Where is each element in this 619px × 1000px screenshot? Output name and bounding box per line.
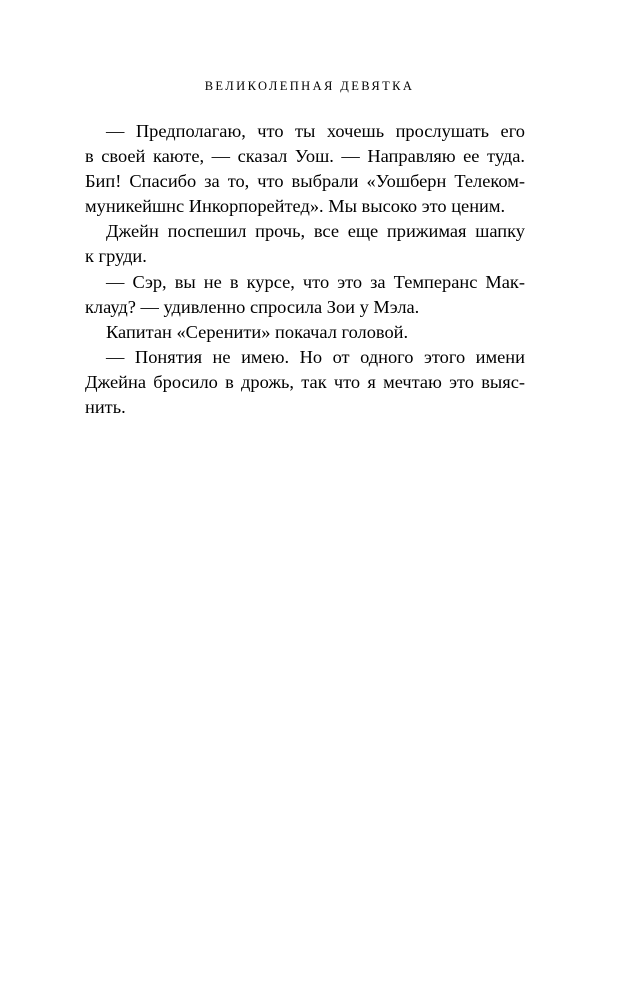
text-line: Капитан «Серенити» покачал головой. bbox=[106, 321, 409, 342]
text-line: к груди. bbox=[85, 246, 147, 267]
text-line: — Понятия не имею. Но от одного этого имени bbox=[106, 346, 525, 367]
text-line: нить. bbox=[85, 397, 126, 418]
text-line: клауд? — удивленно спросила Зои у Мэла. bbox=[85, 296, 420, 317]
running-head: ВЕЛИКОЛЕПНАЯ ДЕВЯТКА bbox=[204, 79, 415, 93]
paragraph bbox=[85, 119, 525, 219]
text-line: в своей каюте, — сказал Уош. — Направляю ее туда. bbox=[85, 146, 525, 167]
text-line: — Сэр, вы не в курсе, что это за Темперанс Мак- bbox=[106, 271, 525, 292]
text-line: — Предполагаю, что ты хочешь прослушать его bbox=[106, 121, 525, 141]
text-line: Джейн поспешил прочь, все еще прижимая шапку bbox=[106, 221, 525, 242]
paragraph bbox=[85, 345, 525, 420]
paragraph bbox=[85, 219, 525, 269]
paragraph bbox=[85, 270, 525, 320]
text-line: муникейшнс Инкорпорейтед». Мы высоко это ценим. bbox=[85, 196, 506, 217]
body-text bbox=[85, 119, 525, 420]
text-line: Бип! Спасибо за то, что выбрали «Уошберн Телеком- bbox=[85, 171, 525, 192]
text-line: Джейна бросило в дрожь, так что я мечтаю это выяс- bbox=[85, 371, 525, 392]
paragraph bbox=[85, 320, 525, 345]
